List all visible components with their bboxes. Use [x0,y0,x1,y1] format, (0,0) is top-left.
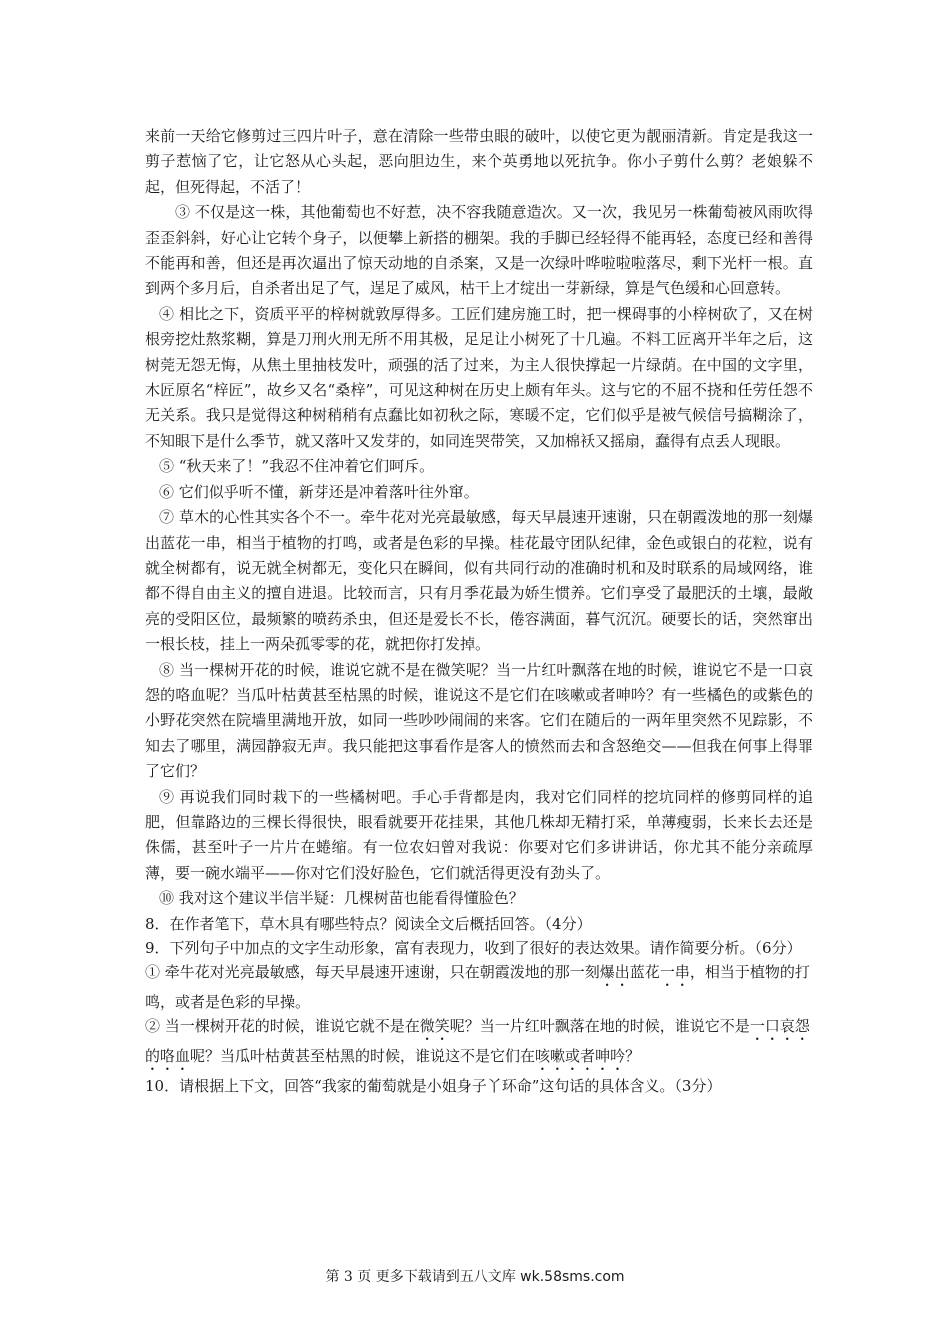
paragraph-10: ⑩ 我对这个建议半信半疑：几棵树苗也能看得懂脸色？ [159,889,524,908]
question-8: 8．在作者笔下，草木具有哪些特点？阅读全文后概括回答。（4分） [145,914,592,933]
dotted-word: 呻吟 [595,1046,626,1065]
paragraph-8: ⑧ 当一棵树开花的时候，谁说它就不是在微笑呢？当一片红叶飘落在地的时候，谁说它不是一口哀怨的咯血呢？当瓜叶枯黄甚至枯黑的时候，谁说这不是它们在咳嗽或者呻吟？有一些橘色的或紫色的小野花突然在院墙里满地开放，如同一些吵吵闹闹的来客。它们在随后的一两年里突然不见踪影，不知去了哪里，满园静寂无声。我只能把这事看作是客人的愤然而去和含怒绝交——但我在何事上得罪了它们？ [145,660,813,781]
dotted-word: 或者 [565,1046,596,1065]
dotted-word: 一口哀怨的咯血 [145,1016,810,1065]
sentence-text: ② 当一棵树开花的时候，谁说它就不是在 [145,1016,420,1035]
paragraph-7: ⑦ 草木的心性其实各个不一。牵牛花对光亮最敏感，每天早晨速开速谢，只在朝霞泼地的那一刻爆出蓝花一串，相当于植物的打鸣，或者是色彩的早操。桂花最守团队纪律，金色或银白的花粒，说有就全树都有，说无就全树都无，变化只在瞬间，似有共同行动的准确时机和及时联系的局域网络，谁都不得自由主义的擅自进退。比较而言，只有月季花最为娇生惯养。它们享受了最肥沃的土壤，最敞亮的受阳区位，最频繁的喷药杀虫，但还是爱长不长，倦容满面，暮气沉沉。硬要长的话，突然窜出一根长枝，挂上一两朵孤零零的花，就把你打发掉。 [145,508,813,654]
paragraph-6: ⑥ 它们似乎听不懂，新芽还是冲着落叶往外窜。 [159,482,479,501]
paragraph-continued: 来前一天给它修剪过三四片叶子，意在清除一些带虫眼的破叶，以使它更为靓丽清新。肯定是我这一剪子惹恼了它，让它怒从心头起，恶向胆边生，来个英勇地以死抗争。你小子剪什么剪？老娘躲不起，但死得起，不活了！ [145,127,813,196]
paragraph-9: ⑨ 再说我们同时栽下的一些橘树吧。手心手背都是肉，我对它们同样的挖坑同样的修剪同样的追肥，但靠路边的三棵长得很快，眼看就要开花挂果，其他几株却无精打采，单薄瘦弱，长来长去还是侏儒，甚至叶子一片片在蜷缩。有一位农妇曾对我说：你要对它们多讲讲话，你尤其不能分亲疏厚薄，要一碗水端平——你对它们没好脸色，它们就活得更没有劲头了。 [145,787,813,882]
sentence-text: ① 牵牛花对光亮最敏感，每天早晨速开速谢，只在朝霞泼地的那一刻 [145,962,600,981]
sentence-text: 呢？当一片红叶飘落在地的时候，谁说它不是 [449,1016,750,1035]
dotted-word: 咳嗽 [535,1046,566,1065]
page-footer [0,1266,950,1286]
sentence-text: ？ [625,1046,641,1065]
paragraph-5: ⑤ “秋天来了！”我忍不住冲着它们呵斥。 [159,457,435,476]
paragraph-4: ④ 相比之下，资质平平的梓树就敦厚得多。工匠们建房施工时，把一棵碍事的小梓树砍了，又在树根旁挖灶熬浆糊，算是刀刑火刑无所不用其极，足足让小树死了十几遍。不料工匠离开半年之后，这树莞无怨无悔，从焦土里抽枝发叶，顽强的活了过来，为主人很快撑起一片绿荫。在中国的文字里，木匠原名“梓匠”，故乡又名“桑梓”，可见这种树在历史上颇有年头。这与它的不屈不挠和任劳任怨不无关系。我只是觉得这种树稍稍有点蠢比如初秋之际，寒暖不定，它们似乎是被气候信号搞糊涂了，不知眼下是什么季节，就又落叶又发芽的，如同连哭带笑，又加棉袄又摇扇，蠢得有点丢人现眼。 [145,304,813,450]
footer-site-link[interactable]: wk.58sms.com [520,1269,625,1285]
question-10: 10．请根据上下文，回答“我家的葡萄就是小姐身子丫环命”这句话的具体含义。（3分） [145,1076,722,1095]
sentence-text: ，相当于植物的打鸣，或者是色彩的早操。 [145,962,810,1011]
sentence-text: 呢？当瓜叶枯黄甚至枯黑的时候，谁说这不是它们在 [190,1046,536,1065]
sentence-text: 蓝花 [629,962,660,981]
dotted-word: 微笑 [419,1016,450,1035]
question-9: 9．下列句子中加点的文字生动形象，富有表现力，收到了很好的表达效果。请作简要分析。（6分） [145,938,802,957]
article-body [145,124,813,1098]
paragraph-3: ③ 不仅是这一株，其他葡萄也不好惹，决不容我随意造次。又一次，我见另一株葡萄被风雨吹得歪歪斜斜，好心让它转个身子，以便攀上新搭的棚架。我的手脚已经轻得不能再轻，态度已经和善得不能再和善，但还是再次逼出了惊天动地的自杀案，又是一次绿叶哗啦啦啦落尽，剩下光杆一根。直到两个多月后，自杀者出足了气，逞足了威风，枯干上才绽出一芽新绿，算是气色缓和心回意转。 [145,203,813,298]
dotted-word: 一串 [659,962,690,981]
footer-text: 第 3 页 更多下载请到五八文库 [325,1269,521,1285]
question-9-sentence-1 [145,960,813,1014]
question-9-sentence-2 [145,1014,813,1074]
dotted-word: 爆出 [599,962,630,981]
